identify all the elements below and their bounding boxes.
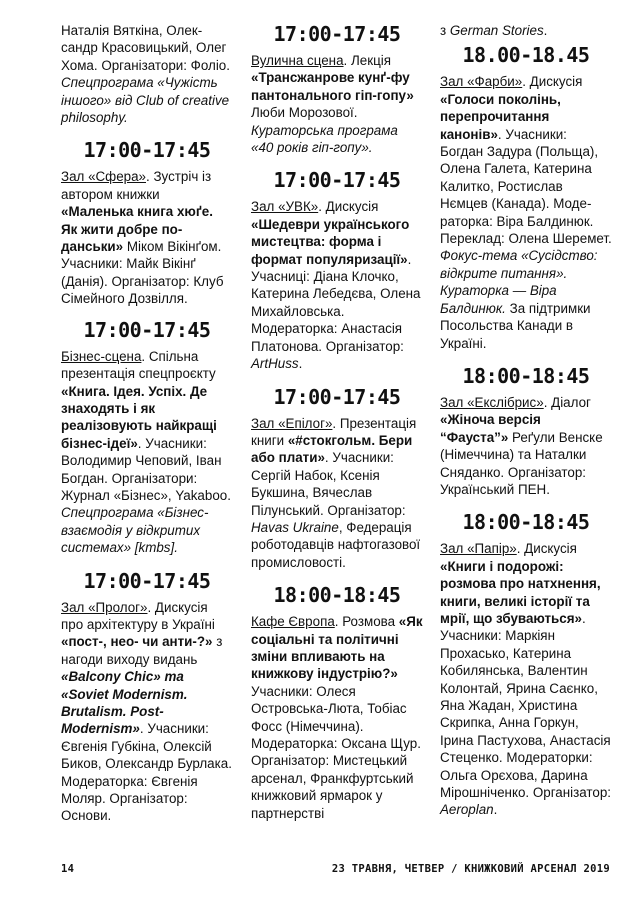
entry-text: . Дискусія про архітектуру в Україні xyxy=(61,599,215,632)
event-title: «пост-, нео- чи анти-?» xyxy=(61,634,213,650)
event-title: «Balcony Chic» та «Soviet Modernism. Brutalism. Post-Modernism» xyxy=(61,669,188,737)
time-slot-heading: 17:00-17:45 xyxy=(83,317,211,342)
event-title: «Книги і подорожі: розмова про натхнення, книги, великі історії та мрії, що збуваються» xyxy=(440,558,601,626)
program-note: German Stories xyxy=(449,23,544,38)
program-note: Фокус-тема «Сусідство: відкрите питання». Кураторка — Віра Балдинюк. xyxy=(440,248,598,316)
entry-text: . Учасники: Євгенія Губкіна, Олексій Биков, Олександр Бурлака. Модераторка: Євгенія Моляр. Організатор: Основи. xyxy=(61,721,232,824)
entry-text: . xyxy=(298,356,303,372)
program-note: Aeroplan xyxy=(440,802,494,818)
program-entry xyxy=(251,613,423,822)
event-title: «Жіноча версія “Фауста”» xyxy=(440,412,541,445)
page-number: 14 xyxy=(61,863,75,875)
entry-text: з xyxy=(440,23,450,38)
program-entry xyxy=(251,52,423,156)
time-slot-heading: 17:00-17:45 xyxy=(273,384,401,409)
entry-text: . Презентація книги xyxy=(251,415,417,448)
venue-name: Бізнес-сцена xyxy=(61,348,142,364)
venue-name: Зал «Екслібрис» xyxy=(440,394,544,410)
time-slot-heading: 17:00-17:45 xyxy=(273,168,401,193)
program-entry xyxy=(61,168,233,307)
event-title: «Трансжанрове кунґ-фу пантонального гіп-гопу» xyxy=(251,70,414,103)
time-slot-heading: 17:00-17:45 xyxy=(273,22,401,46)
column-1 xyxy=(61,22,233,825)
program-note: ArtHuss xyxy=(251,356,299,372)
time-slot-heading: 18.00-18.45 xyxy=(462,43,590,68)
entry-text: Реґули Венске (Німеччина) та Наталки Сняданко. Організатор: Український ПЕН. xyxy=(440,429,603,497)
program-entry xyxy=(251,415,423,572)
venue-name: Зал «Сфера» xyxy=(61,169,146,185)
program-entry xyxy=(440,22,612,39)
venue-name: Вулична сцена xyxy=(251,53,344,68)
entry-text: . Лекція xyxy=(343,53,391,68)
program-note: Havas Ukraine xyxy=(251,519,339,535)
venue-name: Зал «Папір» xyxy=(440,541,517,557)
entry-text: Міком Вікінґом. Учасники: Майк Вікінґ (Данія). Організатор: Клуб Сімейного Дозвілля. xyxy=(61,239,224,307)
event-title: «#стокгольм. Бери або плати» xyxy=(251,432,413,466)
time-slot-heading: 18:00-18:45 xyxy=(462,363,590,388)
venue-name: Зал «Епілог» xyxy=(251,415,333,431)
entry-text: . Дискусія xyxy=(318,199,379,215)
event-title: «Маленька книга хюґе. Як жити добре по-данськи» xyxy=(61,204,213,255)
program-entry xyxy=(440,540,612,819)
venue-name: Зал «Пролог» xyxy=(61,599,148,615)
program-entry xyxy=(440,394,612,498)
column-2 xyxy=(251,22,423,822)
venue-name: Кафе Європа xyxy=(251,614,335,630)
entry-text: . Учасники: Маркіян Прохасько, Катерина Кобилянська, Валентин Колонтай, Ярина Саєнко, Яна Жадан, Христина Скрипка, Анна Горкун, Ірина Пастухова, Анастасія Стеценко. Модераторки: Ольга Орєхова, Дарина Мірошніченко. Організатор: xyxy=(440,610,612,801)
entry-text: . Учасники: Богдан Задура (Польща), Олена Галета, Катерина Калитко, Ростислав Нємцев (Канада). Модераторка: Віра Балдинюк. Переклад: Олена Шеремет. xyxy=(440,126,612,247)
program-entry xyxy=(251,198,423,372)
entry-text: Наталія Вяткіна, Олександр Красовицький, Олег Хома. Організатори: Фоліо. xyxy=(61,23,230,73)
event-title: «Книга. Ідея. Успіх. Де знаходять і як реалізовують найкращі бізнес-ідеї» xyxy=(61,383,217,451)
entry-text: . Зустріч із автором книжки xyxy=(61,169,212,202)
program-entry xyxy=(61,599,233,825)
entry-text: . Учасники: Сергій Набок, Ксенія Букшина, Вячеслав Пілунський. Організатор: xyxy=(251,450,406,518)
event-title: «Шедеври українського мистецтва: форма і формат популяризації» xyxy=(251,216,410,267)
program-entry xyxy=(440,73,612,352)
time-slot-heading: 18:00-18:45 xyxy=(273,583,401,608)
entry-text: . Дискусія xyxy=(516,541,577,557)
program-entry xyxy=(61,348,233,557)
event-title: «Як соціальні та політичні зміни впливають на книжкову індустрію?» xyxy=(251,614,423,682)
venue-name: Зал «Фарби» xyxy=(440,74,523,90)
time-slot-heading: 18:00-18:45 xyxy=(462,510,590,535)
entry-text: . xyxy=(493,802,498,818)
program-note: Кураторська програма «40 років гіп-гопу». xyxy=(251,122,398,156)
entry-text: Люби Морозової. xyxy=(251,105,358,121)
entry-text: з нагоди виходу видань xyxy=(61,634,223,667)
entry-text: , Федерація роботодавців нафтогазової промисловості. xyxy=(251,519,421,570)
entry-text: . Діалог xyxy=(543,394,591,410)
entry-text: . Учасниці: Діана Клочко, Катерина Лебедєва, Олена Михайловська. Модераторка: Анастасія Платонова. Організатор: xyxy=(251,251,421,354)
entry-text: . Дискусія xyxy=(522,74,583,90)
program-note: Спецпрограма «Бізнес-взаємодія у відкритих системах» [kmbs]. xyxy=(61,505,209,556)
program-entry xyxy=(61,22,233,126)
running-head: 23 ТРАВНЯ, ЧЕТВЕР / КНИЖКОВИЙ АРСЕНАЛ 2019 xyxy=(331,863,610,875)
event-title: «Голоси поколінь, перепрочитання канонів» xyxy=(440,91,561,142)
venue-name: Зал «УВК» xyxy=(251,199,319,215)
time-slot-heading: 17:00-17:45 xyxy=(83,138,211,163)
entry-text: Учасники: Олеся Островська-Люта, Тобіас Фосс (Німеччина). Модераторка: Оксана Щур. Організатор: Мистецький арсенал, Франкфуртський книжковий ярмарок у партнерстві xyxy=(251,683,421,821)
column-3 xyxy=(440,22,612,819)
program-note: Спецпрограма «Чужість іншого» від Club of creative philosophy. xyxy=(61,75,230,126)
entry-text: За підтримки Посольства Канади в Україні. xyxy=(440,300,591,351)
entry-text: . xyxy=(543,23,548,38)
entry-text: . Спільна презентація спецпроєкту xyxy=(61,348,216,382)
time-slot-heading: 17:00-17:45 xyxy=(83,568,211,593)
entry-text: . Розмова xyxy=(334,614,399,630)
entry-text: . Учасники: Володимир Чеповий, Іван Богдан. Організатори: Журнал «Бізнес», Yakaboo. xyxy=(61,435,231,503)
